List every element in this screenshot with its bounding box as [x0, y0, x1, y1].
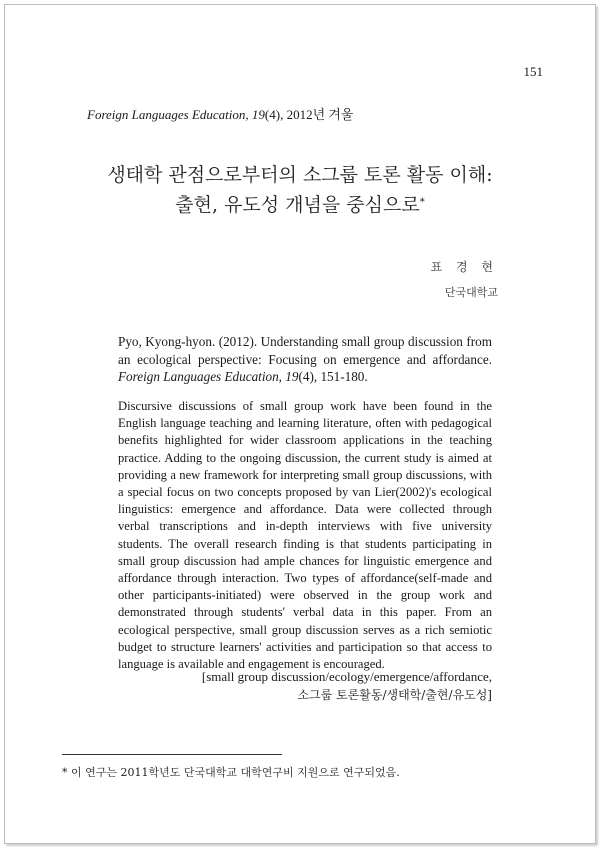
title-footnote-mark: *	[419, 197, 425, 208]
citation	[118, 333, 492, 386]
keywords-korean: 소그룹 토론활동/생태학/출현/유도성]	[297, 688, 492, 702]
page-number: 151	[523, 64, 543, 79]
journal-name: Foreign Languages Education,	[87, 107, 249, 122]
keywords-english: [small group discussion/ecology/emergence/affordance,	[201, 669, 492, 684]
title-line-1: 생태학 관점으로부터의 소그룹 토론 활동 이해:	[107, 164, 493, 186]
journal-volume: 19	[251, 107, 265, 122]
footnote-divider	[62, 754, 282, 755]
footnote: * 이 연구는 2011학년도 단국대학교 대학연구비 지원으로 연구되었음.	[62, 766, 400, 779]
title-line-2-text: 출현, 유도성 개념을 중심으로	[175, 194, 420, 216]
author-affiliation: 단국대학교	[444, 286, 498, 299]
paper-title	[0, 160, 600, 220]
citation-suffix: (4), 151-180.	[298, 369, 368, 384]
title-line-2	[0, 190, 600, 220]
citation-journal: Foreign Languages Education, 19	[118, 369, 299, 384]
abstract: Discursive discussions of small group work have been found in the English language teaching and learning literature, often with pedagogical benefits highlighted for wider classroom applications in the teaching practice. Adding to the ongoing discussion, the current study is aimed at providing a new framework for interpreting small group discussions, with a special focus on two concepts proposed by van Lier(2002)'s ecological linguistics: emergence and affordance. Data were collected through verbal transcriptions and in-depth interviews with five university students. The overall research finding is that students participating in small group discussion had ample chances for linguistic emergence and affordance through interaction. Two types of affordance(self-made and other participants-initiated) were observed in the group work and demonstrated through students' verbal data in this paper. From an ecological perspective, small group discussion serves as a rich semiotic budget to structure learners' activities and participation so that access to language is available and engagement is encouraged.	[118, 399, 492, 672]
keywords	[202, 668, 492, 704]
author-name: 표 경 현	[430, 260, 498, 274]
journal-header	[87, 104, 354, 123]
citation-prefix: Pyo, Kyong-hyon. (2012). Understanding small group discussion from an ecological perspective: Focusing on emergence and affordance.	[118, 334, 492, 367]
journal-issue-year: (4), 2012년 겨울	[264, 107, 354, 122]
